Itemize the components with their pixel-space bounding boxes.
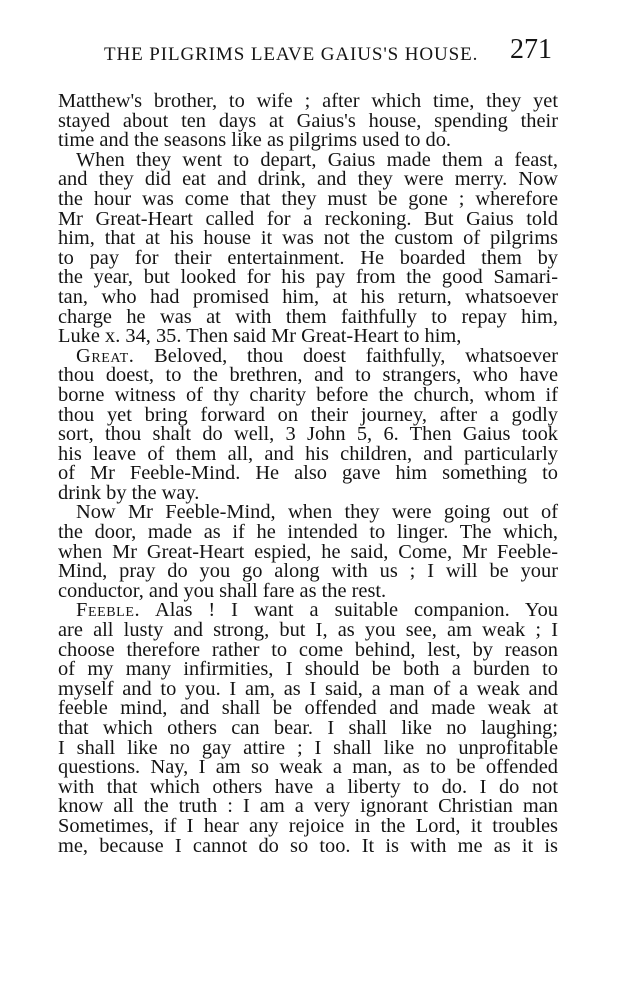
line-text: of Mr Feeble-Mind. He also gave him something to [58, 462, 558, 485]
line-text: that which others can bear. I shall like no laughing; [58, 717, 558, 739]
line-text: choose therefore rather to come behind, lest, by reason [58, 638, 558, 661]
line-text: feeble mind, and shall be offended and made weak at [58, 697, 558, 720]
body-text [58, 92, 558, 856]
line-text: myself and to you. I am, as I said, a man of a weak and [58, 677, 558, 700]
line-text: When they went to depart, Gaius made them a feast, [76, 148, 558, 171]
line-text: borne witness of thy charity before the church, whom if [58, 383, 558, 406]
line-text: the hour was come that they must be gone ; wherefore [58, 187, 558, 210]
line-text: me, because I cannot do so too. It is with me as it is [58, 834, 558, 857]
line-text: and they did eat and drink, and they were merry. Now [58, 168, 558, 191]
line-text: thou yet bring forward on their journey, after a godly [58, 403, 558, 426]
line-text: questions. Nay, I am so weak a man, as to be offended [58, 756, 558, 779]
speaker-name: Great. [76, 344, 135, 367]
line-text: Now Mr Feeble-Mind, when they were going out of [76, 501, 558, 524]
line-text: stayed about ten days at Gaius's house, spending their [58, 109, 558, 132]
line-text: Alas ! I want a suitable companion. You [140, 599, 558, 622]
paragraph [58, 344, 558, 504]
paragraph [58, 148, 558, 348]
line-text: of my many infirmities, I should be both a burden to [58, 658, 558, 681]
line-text: the door, made as if he intended to linger. The which, [58, 521, 558, 544]
line-text: are all lusty and strong, but I, as you see, am weak ; I [58, 619, 558, 642]
line-text: charge he was at with them faithfully to repay him, [58, 305, 558, 328]
line-text: tan, who had promised him, at his return, whatsoever [58, 285, 558, 308]
paragraph [58, 503, 558, 601]
line-text: Matthew's brother, to wife ; after which time, they yet [58, 90, 558, 112]
line-text: I shall like no gay attire ; I shall like no unprofitable [58, 736, 558, 759]
line-text: with that which others have a liberty to do. I do not [58, 775, 558, 798]
line-text: Beloved, thou doest faithfully, whatsoever [134, 344, 558, 367]
text-line [58, 834, 558, 857]
line-text: conductor, and you shall fare as the rest. [58, 579, 387, 602]
line-text: sort, thou shalt do well, 3 John 5, 6. Then Gaius took [58, 423, 558, 446]
line-text: Mind, pray do you go along with us ; I will be your [58, 560, 558, 583]
line-text: to pay for their entertainment. He boarded them by [58, 246, 558, 269]
line-text: Luke x. 34, 35. Then said Mr Great-Heart to him, [58, 325, 462, 348]
line-text: Sometimes, if I hear any rejoice in the Lord, it troubles [58, 814, 558, 837]
line-text: know all the truth : I am a very ignorant Christian man [58, 795, 558, 818]
page-number: 271 [510, 34, 552, 65]
line-text: Mr Great-Heart called for a reckoning. But Gaius told [58, 207, 558, 230]
running-header [0, 28, 617, 72]
line-text: drink by the way. [58, 481, 200, 504]
running-head-title: THE PILGRIMS LEAVE GAIUS'S HOUSE. [104, 44, 479, 65]
speaker-name: Feeble. [76, 599, 141, 622]
line-text: thou doest, to the brethren, and to strangers, who have [58, 364, 558, 387]
line-text: time and the seasons like as pilgrims used to do. [58, 129, 452, 152]
paragraph [58, 92, 558, 151]
paragraph [58, 601, 558, 856]
line-text: the year, but looked for his pay from the good Samari- [58, 266, 558, 289]
line-text: when Mr Great-Heart espied, he said, Come, Mr Feeble- [58, 540, 558, 563]
line-text: his leave of them all, and his children, and particularly [58, 442, 558, 465]
line-text: him, that at his house it was not the custom of pilgrims [58, 227, 558, 250]
